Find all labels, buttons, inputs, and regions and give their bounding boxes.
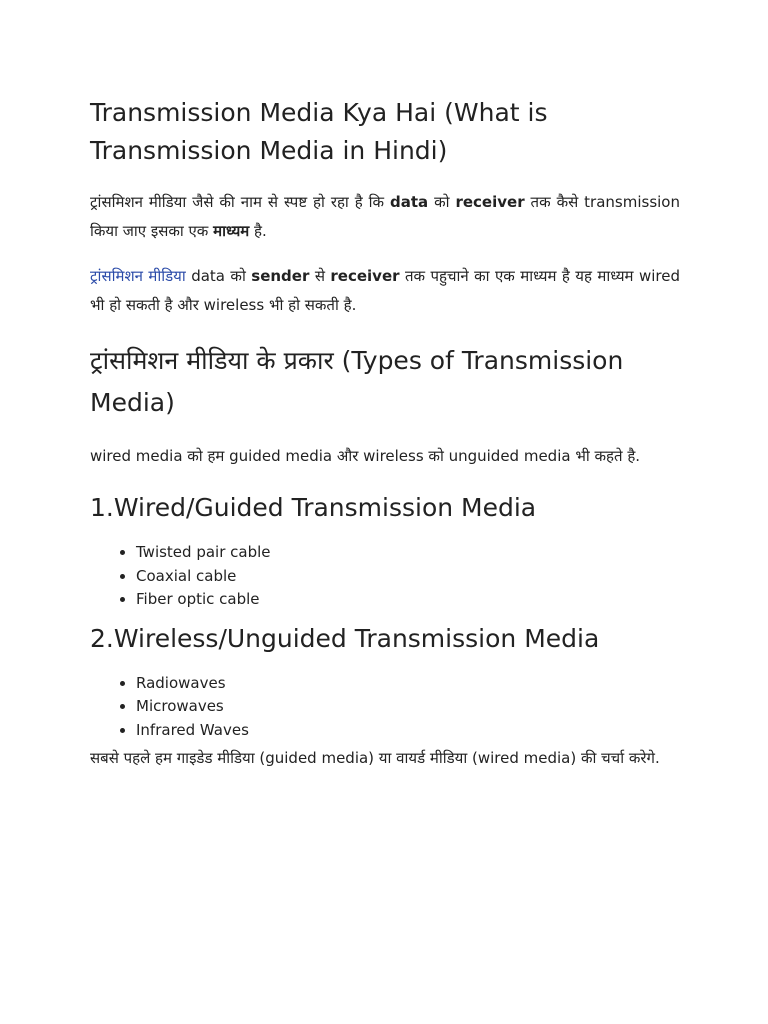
intro-bold-receiver: receiver [455,193,525,211]
definition-text-1: data को [185,267,252,285]
list-item: • Twisted pair cable [136,541,680,565]
wired-list [90,541,680,612]
list-item: • Fiber optic cable [136,588,680,612]
definition-text-2: से [309,267,331,285]
intro-text-4: है. [249,222,267,240]
types-heading: ट्रांसमिशन मीडिया के प्रकार (Types of Transmission Media) [90,346,624,417]
list-item: • Radiowaves [136,672,680,696]
wireless-list [90,672,680,743]
list-item: • Infrared Waves [136,719,680,743]
wireless-heading: 2.Wireless/Unguided Transmission Media [90,623,600,653]
page-title: Transmission Media Kya Hai (What is Transmission Media in Hindi) [90,98,548,165]
intro-paragraph [90,188,680,246]
definition-text-3: तक पहुचाने का एक माध्यम है यह माध्यम wired भी हो सकती है और wireless भी हो सकती है. [90,267,680,314]
definition-bold-sender: sender [251,267,310,285]
definition-bold-receiver: receiver [330,267,400,285]
intro-text-2: को [428,193,456,211]
intro-bold-data: data [390,193,429,211]
types-paragraph: wired media को हम guided media और wireless को unguided media भी कहते है. [90,447,641,465]
summary-paragraph: सबसे पहले हम गाइडेड मीडिया (guided media) या वायर्ड मीडिया (wired media) की चर्चा करेगे. [90,749,660,767]
intro-bold-madhyam: माध्यम [213,222,250,240]
intro-text-3: तक कैसे transmission किया जाए इसका एक [90,193,680,240]
wired-heading: 1.Wired/Guided Transmission Media [90,493,537,522]
list-item: • Microwaves [136,695,680,719]
intro-text-1: ट्रांसमिशन मीडिया जैसे की नाम से स्पष्ट हो रहा है कि [90,193,391,211]
definition-paragraph [90,262,680,320]
transmission-media-link[interactable]: ट्रांसमिशन मीडिया [90,267,186,285]
list-item: • Coaxial cable [136,565,680,589]
